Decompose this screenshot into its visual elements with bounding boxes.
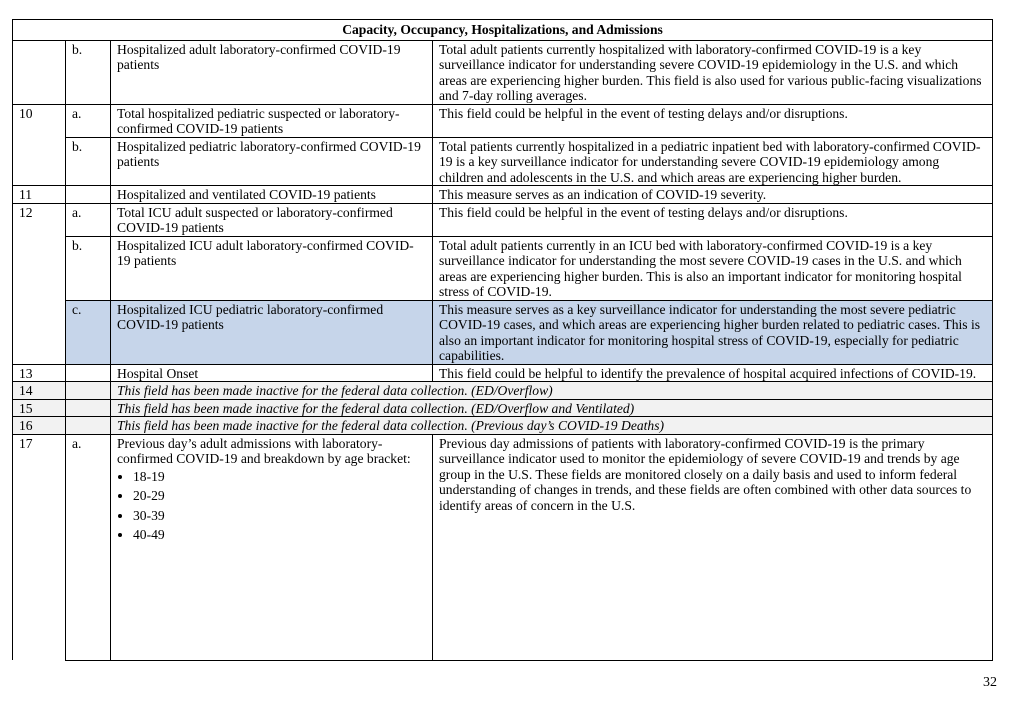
field-name-cell xyxy=(111,434,433,660)
row-subletter xyxy=(66,364,111,382)
row-number: 12 xyxy=(13,203,66,364)
page-number: 32 xyxy=(983,675,997,690)
age-bracket-item: • 18-19 xyxy=(133,469,426,485)
row-subletter: a. xyxy=(66,203,111,236)
field-description: Total adult patients currently hospitalized with laboratory-confirmed COVID-19 is a key surveillance indicator for understanding severe COVID-19 epidemiology in the U.S. and which areas are experiencing higher burden. This field is also used for various public-facing visualizations and 7-day rolling averages. xyxy=(433,40,993,104)
data-fields-table xyxy=(12,19,993,661)
row-number: 13 xyxy=(13,364,66,382)
age-bracket-list xyxy=(117,469,426,543)
age-bracket-item: • 30-39 xyxy=(133,508,426,524)
table-row xyxy=(13,364,993,382)
field-description: This measure serves as a key surveillance indicator for understanding the most severe pediatric COVID-19 cases, and which areas are experiencing higher burden related to pediatric cases. This is also an important indicator for monitoring hospital stress of COVID-19, especially for pediatric capabilities. xyxy=(433,300,993,364)
table-row xyxy=(13,203,993,236)
field-description: This field could be helpful to identify the prevalence of hospital acquired infections of COVID-19. xyxy=(433,364,993,382)
field-name: Hospitalized and ventilated COVID-19 patients xyxy=(111,186,433,204)
row-subletter: b. xyxy=(66,40,111,104)
table-row xyxy=(13,434,993,660)
field-name: Previous day’s adult admissions with laboratory-confirmed COVID-19 and breakdown by age bracket: xyxy=(117,435,411,466)
row-number: 14 xyxy=(13,382,66,400)
table-row xyxy=(13,137,993,186)
table-row-inactive xyxy=(13,382,993,400)
age-bracket-item: • 40-49 xyxy=(133,527,426,543)
row-subletter: b. xyxy=(66,236,111,300)
field-description: Previous day admissions of patients with laboratory-confirmed COVID-19 is the primary surveillance indicator used to monitor the epidemiology of severe COVID-19 and trends by age group in the U.S. These fields are monitored closely on a daily basis and used to inform federal understanding of changes in trends, and these fields are often combined with other data sources to identify areas of concern in the U.S. xyxy=(433,434,993,660)
table-row xyxy=(13,104,993,137)
table-header-row xyxy=(13,20,993,41)
field-description: This field could be helpful in the event of testing delays and/or disruptions. xyxy=(433,104,993,137)
field-name: Hospital Onset xyxy=(111,364,433,382)
inactive-note: This field has been made inactive for the federal data collection. (ED/Overflow) xyxy=(111,382,993,400)
row-subletter xyxy=(66,382,111,400)
row-subletter: a. xyxy=(66,104,111,137)
field-name: Hospitalized adult laboratory-confirmed COVID-19 patients xyxy=(111,40,433,104)
table-row xyxy=(13,186,993,204)
row-subletter xyxy=(66,417,111,435)
inactive-note: This field has been made inactive for the federal data collection. (Previous day’s COVID-19 Deaths) xyxy=(111,417,993,435)
table-row-highlighted xyxy=(13,300,993,364)
age-bracket-item: • 20-29 xyxy=(133,488,426,504)
row-subletter xyxy=(66,186,111,204)
table-row-inactive xyxy=(13,399,993,417)
field-name: Hospitalized ICU adult laboratory-confirmed COVID-19 patients xyxy=(111,236,433,300)
field-description: This measure serves as an indication of COVID-19 severity. xyxy=(433,186,993,204)
field-name: Total ICU adult suspected or laboratory-confirmed COVID-19 patients xyxy=(111,203,433,236)
field-description: Total patients currently hospitalized in a pediatric inpatient bed with laboratory-confirmed COVID-19 is a key surveillance indicator for understanding severe COVID-19 epidemiology among children and adolescents in the U.S. and which areas are experiencing higher burden. xyxy=(433,137,993,186)
field-description: This field could be helpful in the event of testing delays and/or disruptions. xyxy=(433,203,993,236)
field-name: Hospitalized pediatric laboratory-confirmed COVID-19 patients xyxy=(111,137,433,186)
row-subletter xyxy=(66,399,111,417)
field-description: Total adult patients currently in an ICU bed with laboratory-confirmed COVID-19 is a key surveillance indicator for understanding the most severe COVID-19 cases in the U.S. and which areas are experiencing higher burden. This is also an important indicator for monitoring hospital stress of COVID-19. xyxy=(433,236,993,300)
field-name: Total hospitalized pediatric suspected or laboratory-confirmed COVID-19 patients xyxy=(111,104,433,137)
row-number xyxy=(13,40,66,104)
table-row xyxy=(13,40,993,104)
row-subletter: a. xyxy=(66,434,111,660)
table-row-inactive xyxy=(13,417,993,435)
field-name: Hospitalized ICU pediatric laboratory-confirmed COVID-19 patients xyxy=(111,300,433,364)
row-number: 17 xyxy=(13,434,66,660)
table-header: Capacity, Occupancy, Hospitalizations, and Admissions xyxy=(13,20,993,41)
row-subletter: c. xyxy=(66,300,111,364)
row-subletter: b. xyxy=(66,137,111,186)
row-number: 15 xyxy=(13,399,66,417)
table-row xyxy=(13,236,993,300)
inactive-note: This field has been made inactive for the federal data collection. (ED/Overflow and Ventilated) xyxy=(111,399,993,417)
row-number: 11 xyxy=(13,186,66,204)
row-number: 10 xyxy=(13,104,66,186)
row-number: 16 xyxy=(13,417,66,435)
